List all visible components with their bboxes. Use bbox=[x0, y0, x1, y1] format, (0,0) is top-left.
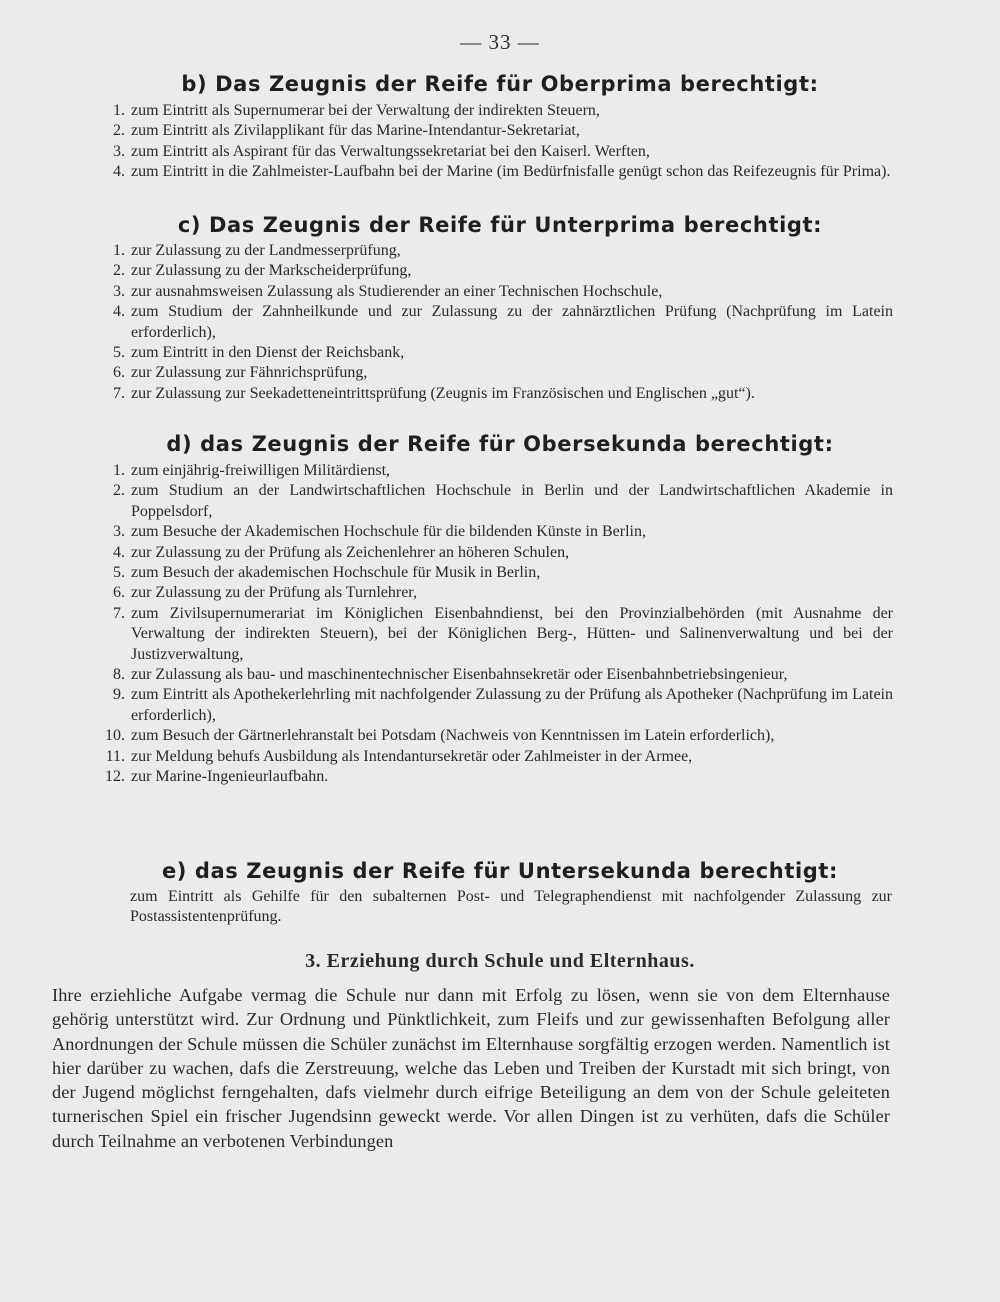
item-text: zum einjährig-freiwilligen Militärdienst, bbox=[131, 462, 391, 479]
page-number: — 33 — bbox=[460, 30, 540, 54]
item-number: 4. bbox=[113, 543, 125, 561]
item-text: zur Zulassung zu der Landmesserprüfung, bbox=[131, 242, 401, 259]
list-oberprima bbox=[103, 101, 893, 183]
item-number: 1. bbox=[113, 242, 125, 259]
item-text: zum Studium an der Landwirtschaftlichen Hochschule in Berlin und der Landwirtschaftlichen Akademie in Poppelsdorf, bbox=[131, 482, 893, 520]
item-text: zum Eintritt als Apothekerlehrling mit nachfolgender Zulassung zu der Prüfung als Apotheker (Nachprüfung im Latein erforderlich), bbox=[131, 686, 893, 724]
item-number: 8. bbox=[113, 666, 125, 684]
list-item bbox=[103, 563, 893, 583]
item-number: 2. bbox=[113, 262, 125, 280]
item-number: 3. bbox=[113, 142, 125, 160]
item-number: 3. bbox=[113, 523, 125, 541]
item-number: 5. bbox=[113, 564, 125, 582]
heading-untersekunda: e) das Zeugnis der Reife für Untersekunda berechtigt: bbox=[161, 859, 839, 883]
item-number: 7. bbox=[113, 604, 125, 622]
item-text: zur Zulassung zur Seekadetteneintrittsprüfung (Zeugnis im Französischen und Englischen „gut“). bbox=[131, 384, 755, 402]
list-item bbox=[103, 481, 893, 522]
item-text: zum Besuch der Gärtnerlehranstalt bei Potsdam (Nachweis von Kenntnissen im Latein erforderlich), bbox=[131, 727, 775, 745]
item-text: zum Eintritt als Aspirant für das Verwaltungssekretariat bei den Kaiserl. Werften, bbox=[131, 142, 650, 160]
list-item bbox=[103, 726, 893, 746]
item-number: 1. bbox=[113, 102, 125, 119]
item-text: zum Studium der Zahnheilkunde und zur Zulassung zu der zahnärztlichen Prüfung (Nachprüfung im Latein erforderlich), bbox=[131, 303, 893, 341]
item-number: 4. bbox=[113, 303, 125, 321]
item-text: zur Zulassung zu der Prüfung als Zeichenlehrer an höheren Schulen, bbox=[131, 543, 570, 561]
item-number: 2. bbox=[113, 122, 125, 140]
list-item bbox=[103, 343, 893, 363]
untersekunda-text: zum Eintritt als Gehilfe für den subalternen Post- und Telegraphendienst mit nachfolgender Zulassung zur Postassistentenprüfung. bbox=[130, 888, 892, 926]
item-text: zum Eintritt in den Dienst der Reichsbank, bbox=[131, 344, 405, 362]
list-item bbox=[103, 384, 893, 404]
item-text: zum Zivilsupernumerariat im Königlichen Eisenbahndienst, bei den Provinzialbehörden (mit Ausnahme der Verwaltung der indirekten Steuern), bei der Königlichen Berg-, Hütten- und Salinenverwaltung und bei der Justizverwaltung, bbox=[131, 604, 893, 663]
list-item bbox=[103, 543, 893, 563]
item-number: 1. bbox=[113, 462, 125, 479]
list-obersekunda bbox=[103, 461, 893, 788]
list-item bbox=[103, 162, 893, 182]
list-item bbox=[103, 261, 893, 281]
list-item bbox=[103, 747, 893, 767]
item-text: zum Eintritt in die Zahlmeister-Laufbahn bei der Marine (im Bedürfnisfalle genügt schon das Reifezeugnis für Prima). bbox=[131, 163, 891, 181]
list-item bbox=[103, 665, 893, 685]
item-number: 3. bbox=[113, 282, 125, 300]
item-number: 6. bbox=[113, 584, 125, 602]
heading-oberprima: b) Das Zeugnis der Reife für Oberprima berechtigt: bbox=[181, 72, 819, 96]
item-text: zur Zulassung als bau- und maschinentechnischer Eisenbahnsekretär oder Eisenbahnbetriebsingenieur, bbox=[131, 666, 788, 684]
list-item bbox=[103, 685, 893, 726]
item-number: 6. bbox=[113, 364, 125, 382]
list-item bbox=[103, 142, 893, 162]
item-text: zur ausnahmsweisen Zulassung als Studierender an einer Technischen Hochschule, bbox=[131, 282, 663, 300]
item-text: zur Marine-Ingenieurlaufbahn. bbox=[131, 768, 329, 786]
item-number: 9. bbox=[113, 686, 125, 704]
list-unterprima bbox=[103, 241, 893, 404]
list-item bbox=[103, 522, 893, 542]
item-text: zur Zulassung zu der Markscheiderprüfung, bbox=[131, 262, 412, 280]
list-item bbox=[103, 121, 893, 141]
list-item bbox=[103, 282, 893, 302]
item-text: zum Eintritt als Zivilapplikant für das Marine-Intendantur-Sekretariat, bbox=[131, 122, 580, 140]
section-heading-erziehung: 3. Erziehung durch Schule und Elternhaus. bbox=[305, 950, 695, 972]
item-number: 5. bbox=[113, 344, 125, 362]
item-text: zur Zulassung zur Fähnrichsprüfung, bbox=[131, 364, 368, 382]
item-number: 4. bbox=[113, 163, 125, 181]
list-item bbox=[103, 583, 893, 603]
item-text: zum Besuch der akademischen Hochschule für Musik in Berlin, bbox=[131, 564, 541, 582]
item-text: zum Besuche der Akademischen Hochschule für die bildenden Künste in Berlin, bbox=[131, 523, 646, 541]
list-item bbox=[103, 461, 893, 481]
list-item bbox=[103, 241, 893, 261]
body-paragraph: Ihre erziehliche Aufgabe vermag die Schule nur dann mit Erfolg zu lösen, wenn sie von dem Elternhause gehörig unterstützt wird. Zur Ordnung und Pünktlichkeit, zum Fleifs und zur gewissenhaften Befolgung aller Anordnungen der Schule müssen die Schüler zunächst im Elternhause sorgfältig erzogen werden. Namentlich ist hier darüber zu wachen, dafs die Zerstreuung, welche das Leben und Treiben der Kurstadt mit sich bringt, von der Jugend möglichst ferngehalten, dafs vielmehr durch eifrige Beteiligung an dem von der Schule geleiteten turnerischen Spiel ein frischer Jugendsinn geweckt werde. Vor allen Dingen ist zu verhüten, dafs die Schüler durch Teilnahme an verbotenen Verbindungen bbox=[52, 985, 890, 1151]
list-item bbox=[103, 101, 893, 121]
item-text: zur Meldung behufs Ausbildung als Intendantursekretär oder Zahlmeister in der Armee, bbox=[131, 747, 693, 765]
heading-obersekunda: d) das Zeugnis der Reife für Obersekunda berechtigt: bbox=[166, 432, 834, 456]
heading-unterprima: c) Das Zeugnis der Reife für Unterprima berechtigt: bbox=[177, 213, 823, 237]
list-item bbox=[103, 604, 893, 665]
item-number: 10. bbox=[105, 727, 125, 745]
item-number: 12. bbox=[105, 768, 125, 786]
list-item bbox=[103, 767, 893, 787]
item-number: 7. bbox=[113, 384, 125, 402]
list-item bbox=[103, 363, 893, 383]
item-text: zur Zulassung zu der Prüfung als Turnlehrer, bbox=[131, 584, 417, 602]
item-number: 2. bbox=[113, 482, 125, 500]
item-number: 11. bbox=[105, 747, 125, 765]
item-text: zum Eintritt als Supernumerar bei der Verwaltung der indirekten Steuern, bbox=[131, 102, 600, 119]
list-item bbox=[103, 302, 893, 343]
